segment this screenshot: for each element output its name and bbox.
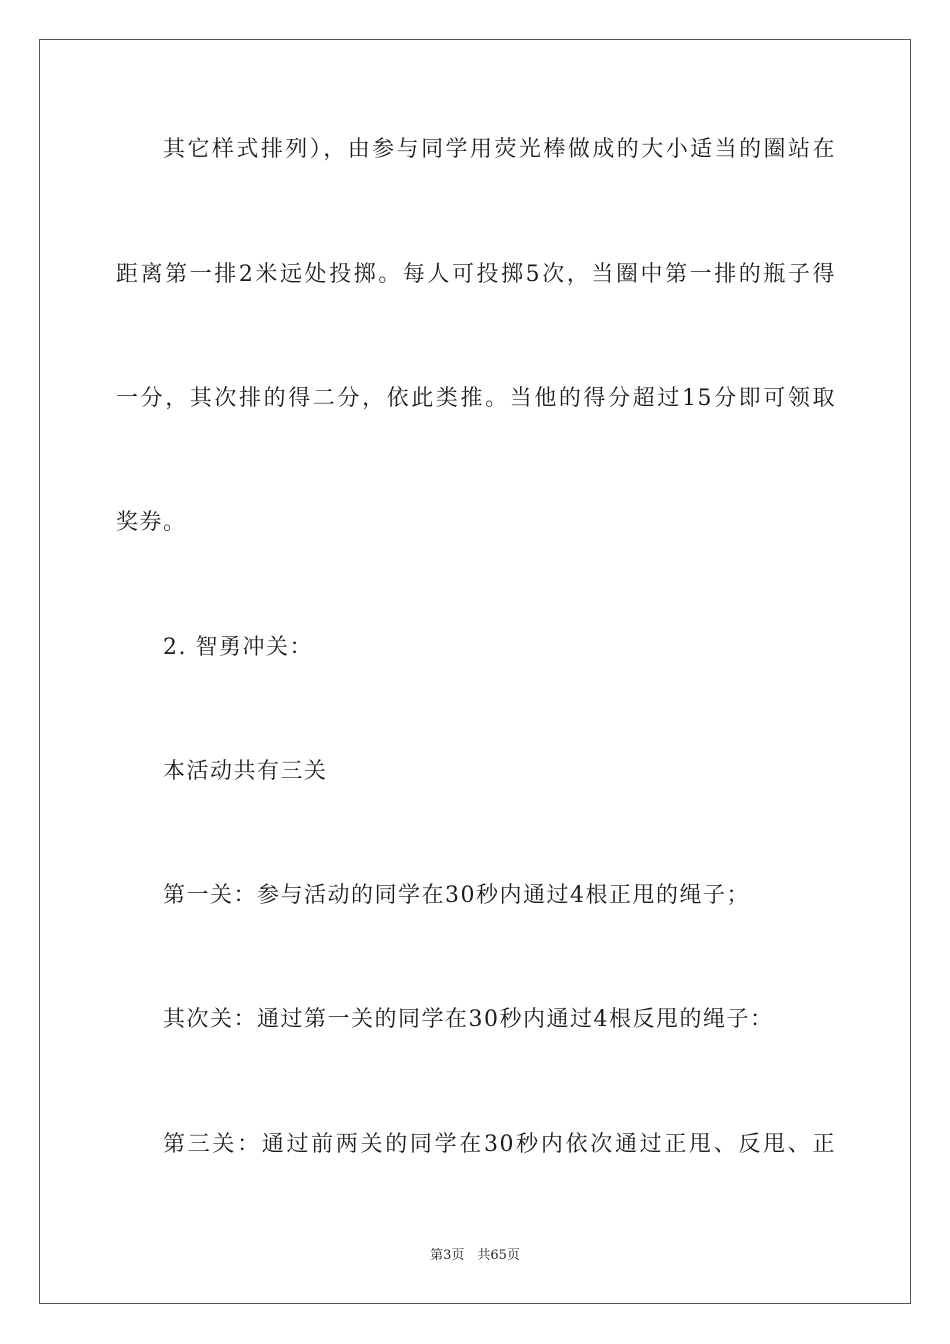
body-paragraph-line: 奖券。	[116, 510, 187, 535]
body-paragraph-line: 距离第一排2米远处投掷。每人可投掷5次，当圈中第一排的瓶子得	[116, 262, 836, 287]
level-one-description: 第一关：参与活动的同学在30秒内通过4根正甩的绳子；	[163, 883, 750, 908]
page-border	[39, 39, 911, 1304]
level-three-description: 第三关：通过前两关的同学在30秒内依次通过正甩、反甩、正	[163, 1132, 836, 1157]
page-number-footer: 第3页 共65页	[430, 1248, 520, 1263]
level-two-description: 其次关：通过第一关的同学在30秒内通过4根反甩的绳子：	[163, 1007, 774, 1032]
section-heading: 2. 智勇冲关：	[163, 635, 313, 660]
body-paragraph-line: 一分，其次排的得二分，依此类推。当他的得分超过15分即可领取	[116, 386, 836, 411]
body-paragraph-line: 其它样式排列），由参与同学用荧光棒做成的大小适当的圈站在	[163, 137, 836, 162]
body-paragraph-line: 本活动共有三关	[163, 759, 328, 784]
